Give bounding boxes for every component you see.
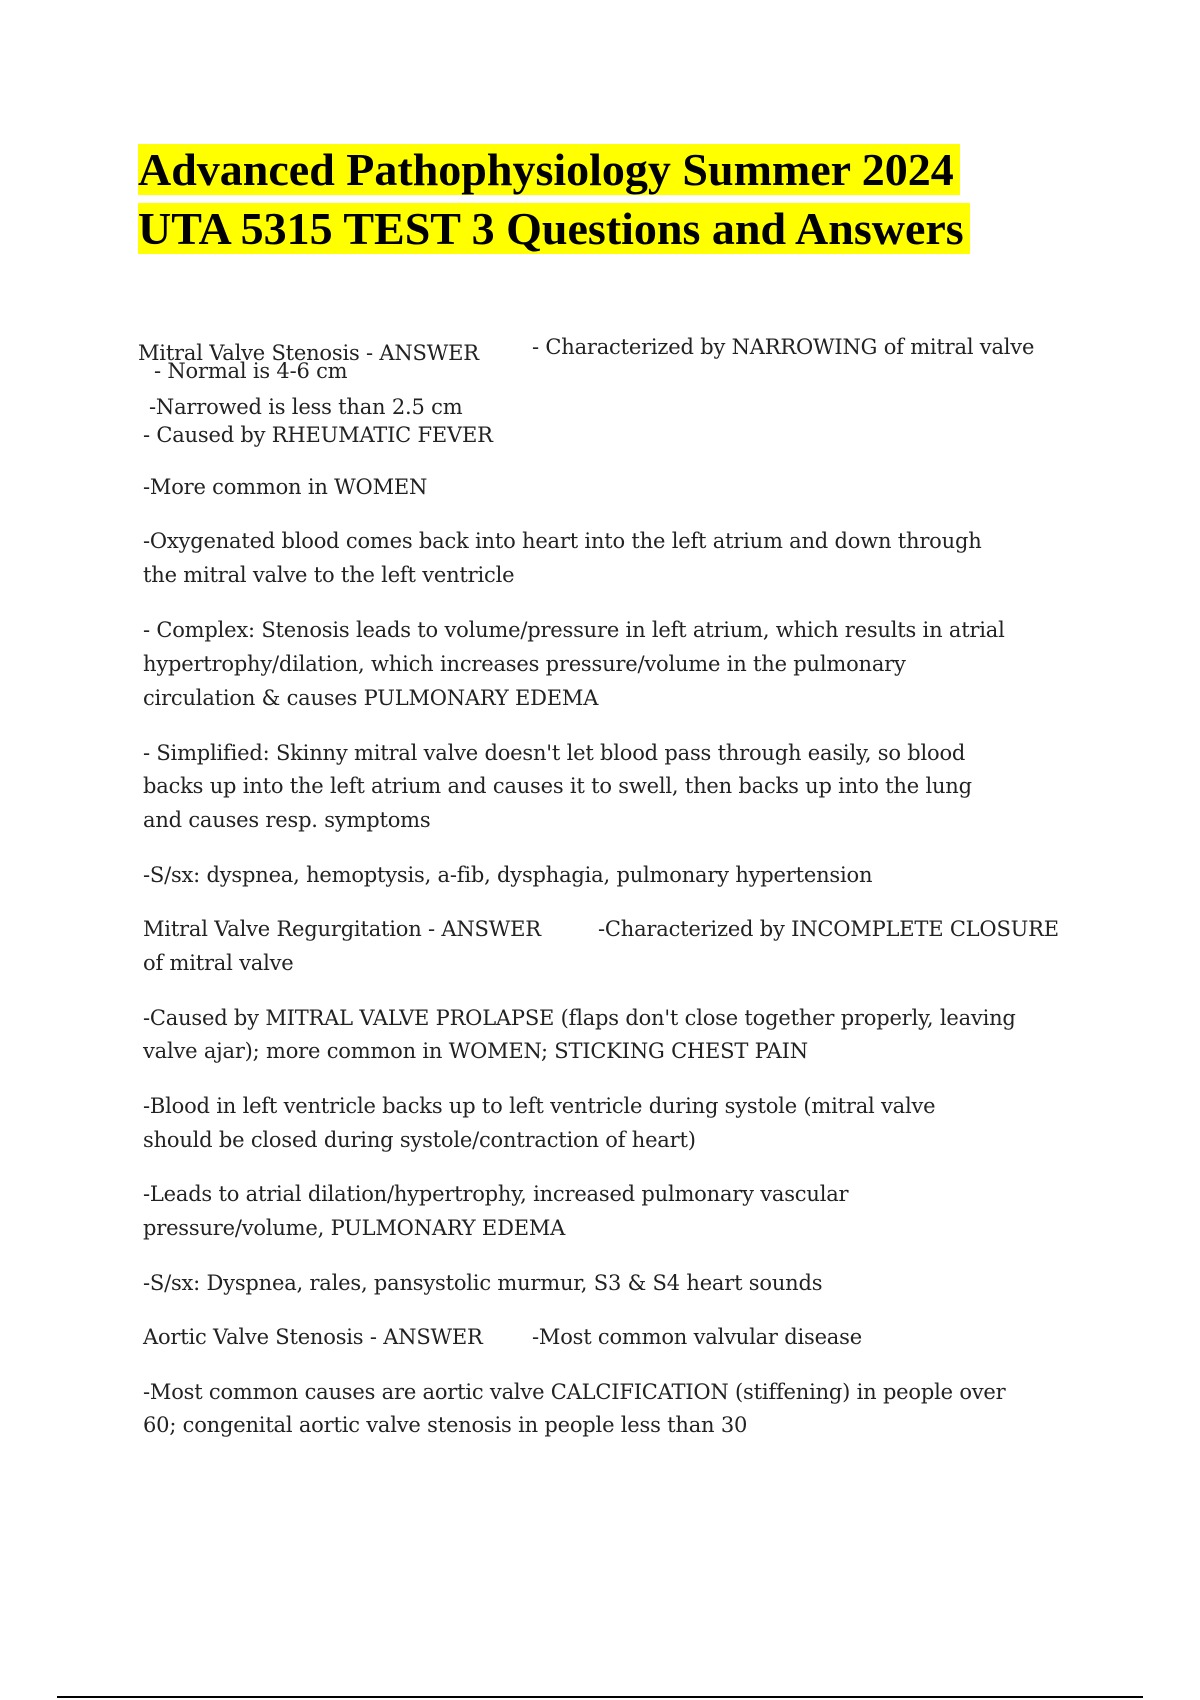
mitral-regurgitation-blood-line-2: should be closed during systole/contraction of heart) [143, 1128, 696, 1152]
mitral-stenosis-simplified-line-2: backs up into the left atrium and causes it to swell, then backs up into the lung [143, 774, 972, 798]
title-line-1: Advanced Pathophysiology Summer 2024 [138, 144, 960, 195]
aortic-stenosis-causes-line-1: -Most common causes are aortic valve CALCIFICATION (stiffening) in people over [143, 1380, 1006, 1404]
mitral-stenosis-simplified-line-1: - Simplified: Skinny mitral valve doesn't let blood pass through easily, so blood [143, 741, 966, 765]
mitral-stenosis-complex-line-2: hypertrophy/dilation, which increases pressure/volume in the pulmonary [143, 652, 906, 676]
mitral-stenosis-cause: - Caused by RHEUMATIC FEVER [143, 423, 493, 447]
mitral-stenosis-oxygenated-line-1: -Oxygenated blood comes back into heart into the left atrium and down through [143, 529, 982, 553]
mitral-stenosis-answer: - Characterized by NARROWING of mitral valve [532, 335, 1035, 359]
mitral-regurgitation-symptoms: -S/sx: Dyspnea, rales, pansystolic murmur, S3 & S4 heart sounds [143, 1271, 823, 1295]
aortic-stenosis-answer: -Most common valvular disease [532, 1325, 862, 1349]
mitral-stenosis-narrowed: -Narrowed is less than 2.5 cm [149, 395, 463, 419]
mitral-stenosis-simplified-line-3: and causes resp. symptoms [143, 808, 431, 832]
mitral-stenosis-question: Mitral Valve Stenosis - ANSWER [138, 341, 479, 365]
mitral-stenosis-symptoms: -S/sx: dyspnea, hemoptysis, a-fib, dysphagia, pulmonary hypertension [143, 863, 873, 887]
mitral-regurgitation-answer-line-2: of mitral valve [143, 951, 294, 975]
title-line-2: UTA 5315 TEST 3 Questions and Answers [138, 203, 970, 254]
mitral-regurgitation-leads-line-1: -Leads to atrial dilation/hypertrophy, increased pulmonary vascular [143, 1182, 849, 1206]
mitral-regurgitation-cause-line-2: valve ajar); more common in WOMEN; STICKING CHEST PAIN [143, 1039, 808, 1063]
mitral-stenosis-normal: - Normal is 4-6 cm [154, 359, 348, 383]
mitral-regurgitation-answer: -Characterized by INCOMPLETE CLOSURE [598, 917, 1059, 941]
mitral-stenosis-oxygenated-line-2: the mitral valve to the left ventricle [143, 563, 515, 587]
mitral-regurgitation-leads-line-2: pressure/volume, PULMONARY EDEMA [143, 1216, 566, 1240]
aortic-stenosis-causes-line-2: 60; congenital aortic valve stenosis in people less than 30 [143, 1413, 748, 1437]
footer-rule [57, 1696, 1143, 1698]
mitral-regurgitation-blood-line-1: -Blood in left ventricle backs up to left ventricle during systole (mitral valve [143, 1094, 936, 1118]
aortic-stenosis-question: Aortic Valve Stenosis - ANSWER [143, 1325, 483, 1349]
mitral-regurgitation-cause-line-1: -Caused by MITRAL VALVE PROLAPSE (flaps don't close together properly, leaving [143, 1006, 1016, 1030]
mitral-stenosis-women: -More common in WOMEN [143, 475, 428, 499]
mitral-stenosis-complex-line-3: circulation & causes PULMONARY EDEMA [143, 686, 599, 710]
mitral-stenosis-complex-line-1: - Complex: Stenosis leads to volume/pressure in left atrium, which results in atrial [143, 618, 1005, 642]
mitral-regurgitation-question: Mitral Valve Regurgitation - ANSWER [143, 917, 541, 941]
